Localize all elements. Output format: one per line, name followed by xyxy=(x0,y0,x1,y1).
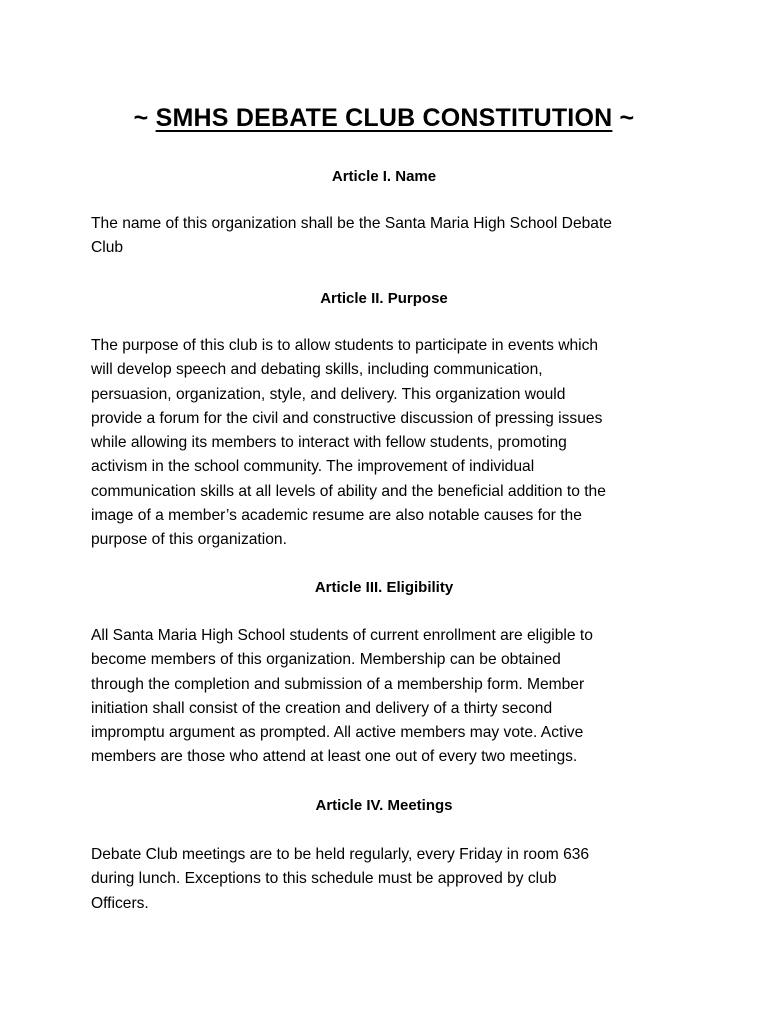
title-prefix: ~ xyxy=(133,104,149,132)
article-4-line: Officers. xyxy=(91,894,149,912)
article-2-line: persuasion, organization, style, and delivery. This organization would xyxy=(91,385,566,403)
article-3-line: through the completion and submission of a membership form. Member xyxy=(91,675,585,693)
article-1-heading: Article I. Name xyxy=(331,168,437,185)
article-3-body xyxy=(91,624,691,770)
document-title xyxy=(0,98,768,138)
article-3-line: All Santa Maria High School students of current enrollment are eligible to xyxy=(91,627,593,644)
article-3-heading: Article III. Eligibility xyxy=(314,579,454,596)
article-2-line: purpose of this organization. xyxy=(91,531,287,549)
title-suffix: ~ xyxy=(619,104,635,132)
article-3-line: members are those who attend at least one out of every two meetings. xyxy=(91,748,578,766)
article-1-line: Club xyxy=(91,239,124,257)
article-3-line: initiation shall consist of the creation and delivery of a thirty second xyxy=(91,699,553,717)
article-2-line: The purpose of this club is to allow students to participate in events which xyxy=(91,337,599,354)
article-2-body xyxy=(91,334,691,553)
article-2-heading: Article II. Purpose xyxy=(320,290,448,307)
article-4-line: during lunch. Exceptions to this schedule must be approved by club xyxy=(91,870,557,888)
article-1-body xyxy=(91,212,691,261)
article-2-line: provide a forum for the civil and constructive discussion of pressing issues xyxy=(91,409,603,427)
article-2-line: activism in the school community. The improvement of individual xyxy=(91,458,535,476)
article-4-line: Debate Club meetings are to be held regularly, every Friday in room 636 xyxy=(91,846,590,863)
article-2-line: image of a member’s academic resume are also notable causes for the xyxy=(91,507,582,525)
article-3-line: become members of this organization. Membership can be obtained xyxy=(91,651,561,669)
article-1-line: The name of this organization shall be the Santa Maria High School Debate xyxy=(91,215,612,232)
article-2-line: while allowing its members to interact with fellow students, promoting xyxy=(91,434,567,452)
title-main: SMHS DEBATE CLUB CONSTITUTION xyxy=(155,104,613,132)
article-2-line: communication skills at all levels of ability and the beneficial addition to the xyxy=(91,482,606,500)
article-4-body xyxy=(91,843,691,916)
article-4-heading: Article IV. Meetings xyxy=(315,797,453,814)
article-2-line: will develop speech and debating skills, including communication, xyxy=(91,361,543,379)
article-3-line: impromptu argument as prompted. All active members may vote. Active xyxy=(91,724,584,742)
